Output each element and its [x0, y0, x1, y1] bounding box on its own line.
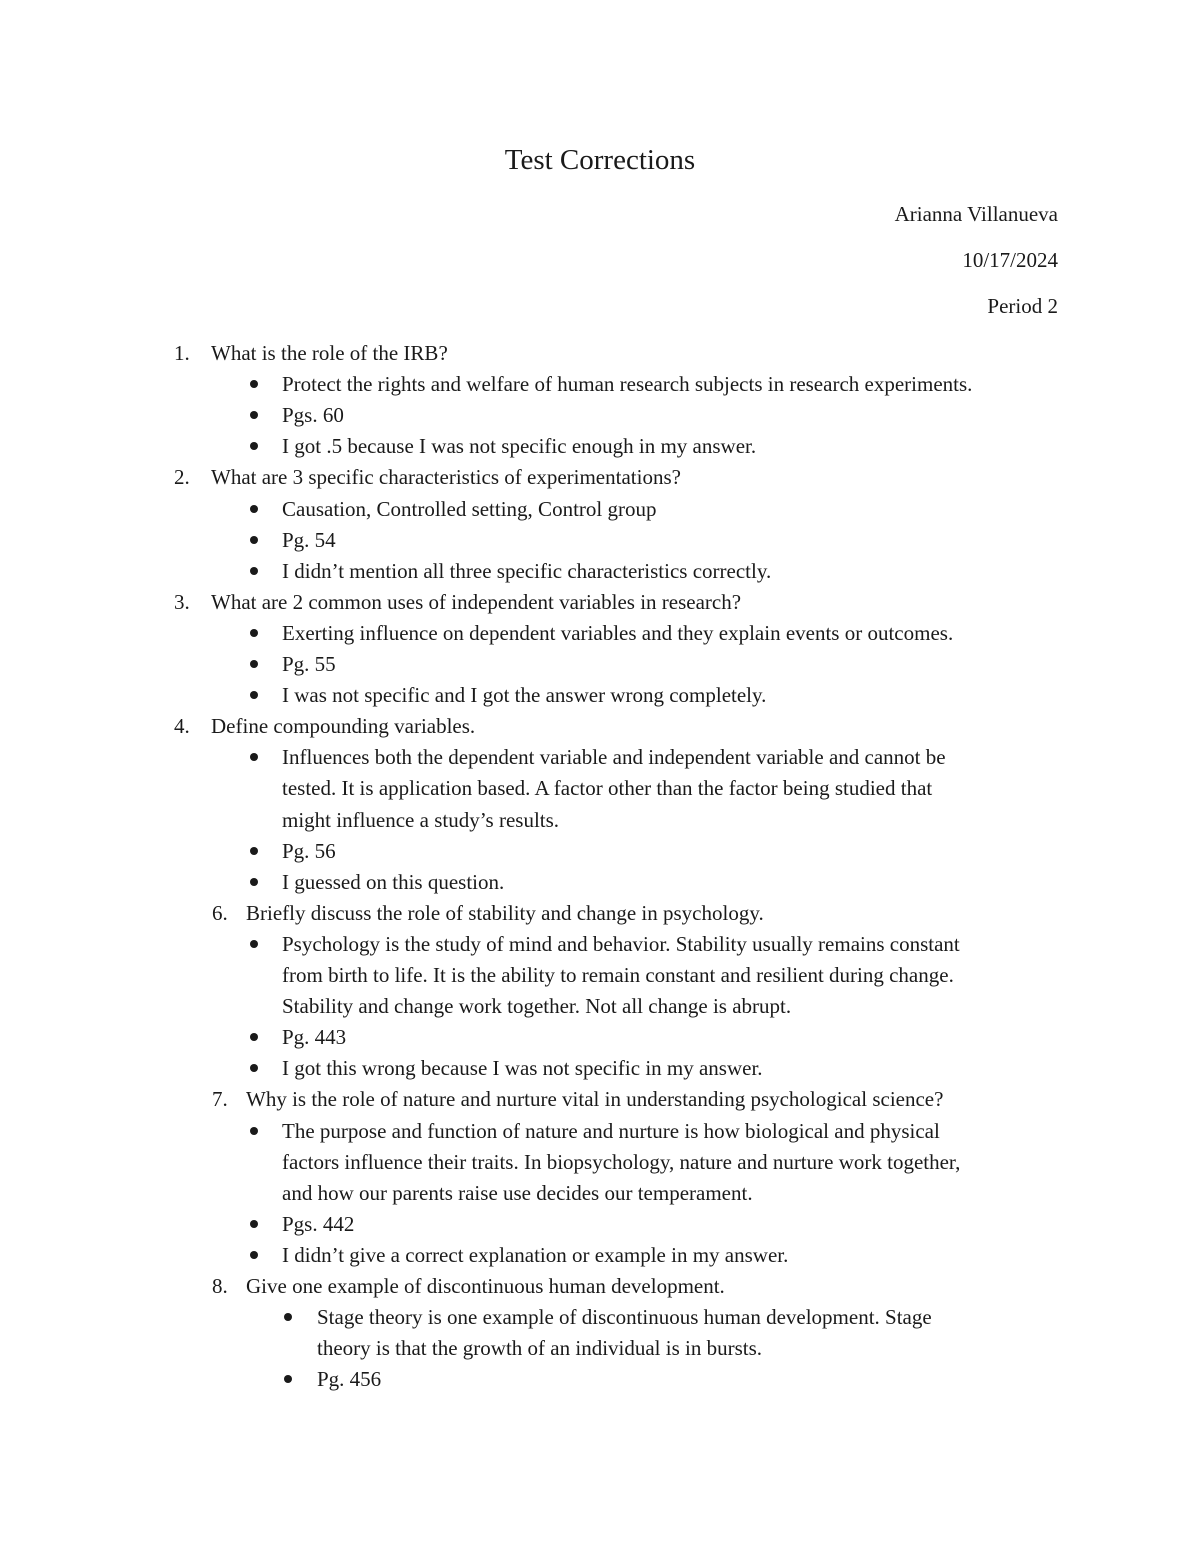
bullet-text: Protect the rights and welfare of human research subjects in research experiments.	[282, 372, 973, 397]
question-text: Give one example of discontinuous human development.	[246, 1274, 725, 1298]
bullet-text: Exerting influence on dependent variables and they explain events or outcomes.	[282, 620, 954, 645]
question-number: 1.	[174, 341, 190, 365]
bullet-text: Pg. 443	[282, 1025, 347, 1050]
bullet-text: I guessed on this question.	[282, 869, 505, 894]
bullet-text: theory is that the growth of an individual is in bursts.	[317, 1336, 763, 1361]
bullet-text: Pg. 456	[317, 1367, 382, 1392]
bullet-icon	[250, 411, 258, 419]
bullet-icon	[250, 753, 258, 761]
question-number: 4.	[174, 714, 190, 739]
document-title: Test Corrections	[504, 144, 696, 176]
bullet-icon	[250, 691, 258, 699]
bullet-text: Influences both the dependent variable and independent variable and cannot be	[282, 745, 946, 770]
bullet-text: I got this wrong because I was not specific in my answer.	[282, 1056, 763, 1081]
bullet-text: I didn’t mention all three specific characteristics correctly.	[282, 558, 772, 583]
bullet-text: from birth to life. It is the ability to remain constant and resilient during change.	[282, 963, 954, 987]
bullet-text: Pg. 55	[282, 652, 336, 676]
bullet-text: I got .5 because I was not specific enough in my answer.	[282, 434, 757, 459]
bullet-text: I didn’t give a correct explanation or example in my answer.	[282, 1242, 789, 1267]
bullet-text: Psychology is the study of mind and behavior. Stability usually remains constant	[282, 931, 960, 956]
bullet-icon	[250, 505, 258, 513]
question-number: 3.	[174, 589, 190, 614]
bullet-icon	[284, 1375, 292, 1383]
question-text: Why is the role of nature and nurture vital in understanding psychological science?	[246, 1087, 944, 1112]
bullet-text: Pg. 56	[282, 838, 336, 863]
bullet-text: tested. It is application based. A factor other than the factor being studied that	[282, 776, 933, 801]
bullet-icon	[250, 536, 258, 544]
question-text: Define compounding variables.	[211, 714, 476, 739]
question-number: 8.	[212, 1274, 228, 1298]
bullet-icon	[250, 1220, 258, 1228]
bullet-icon	[250, 660, 258, 668]
bullet-icon	[250, 1127, 258, 1135]
bullet-text: and how our parents raise use decides our temperament.	[282, 1180, 753, 1205]
bullet-text: factors influence their traits. In biopsychology, nature and nurture work together,	[282, 1149, 961, 1174]
bullet-text: might influence a study’s results.	[282, 807, 560, 832]
bullet-text: Pgs. 442	[282, 1211, 355, 1236]
question-text: What is the role of the IRB?	[211, 341, 448, 365]
bullet-icon	[284, 1313, 292, 1321]
question-number: 6.	[212, 900, 228, 925]
class-period: Period 2	[987, 294, 1058, 318]
question-text: What are 3 specific characteristics of experimentations?	[211, 465, 681, 490]
question-number: 7.	[212, 1087, 228, 1112]
bullet-icon	[250, 940, 258, 948]
bullet-icon	[250, 629, 258, 637]
bullet-icon	[250, 1064, 258, 1072]
bullet-icon	[250, 567, 258, 575]
bullet-icon	[250, 847, 258, 855]
bullet-text: Pg. 54	[282, 527, 336, 552]
bullet-icon	[250, 878, 258, 886]
question-text: What are 2 common uses of independent variables in research?	[211, 589, 742, 614]
bullet-icon	[250, 442, 258, 450]
bullet-text: Causation, Controlled setting, Control group	[282, 496, 657, 521]
bullet-text: Pgs. 60	[282, 403, 344, 428]
author-name: Arianna Villanueva	[894, 202, 1058, 226]
question-number: 2.	[174, 465, 190, 490]
bullet-icon	[250, 380, 258, 388]
bullet-text: Stability and change work together. Not all change is abrupt.	[282, 994, 792, 1019]
bullet-text: Stage theory is one example of discontinuous human development. Stage	[317, 1305, 932, 1330]
bullet-text: I was not specific and I got the answer wrong completely.	[282, 683, 767, 708]
bullet-text: The purpose and function of nature and nurture is how biological and physical	[282, 1118, 940, 1143]
document-date: 10/17/2024	[962, 248, 1058, 272]
bullet-icon	[250, 1033, 258, 1041]
question-text: Briefly discuss the role of stability and change in psychology.	[246, 900, 764, 925]
bullet-icon	[250, 1251, 258, 1259]
